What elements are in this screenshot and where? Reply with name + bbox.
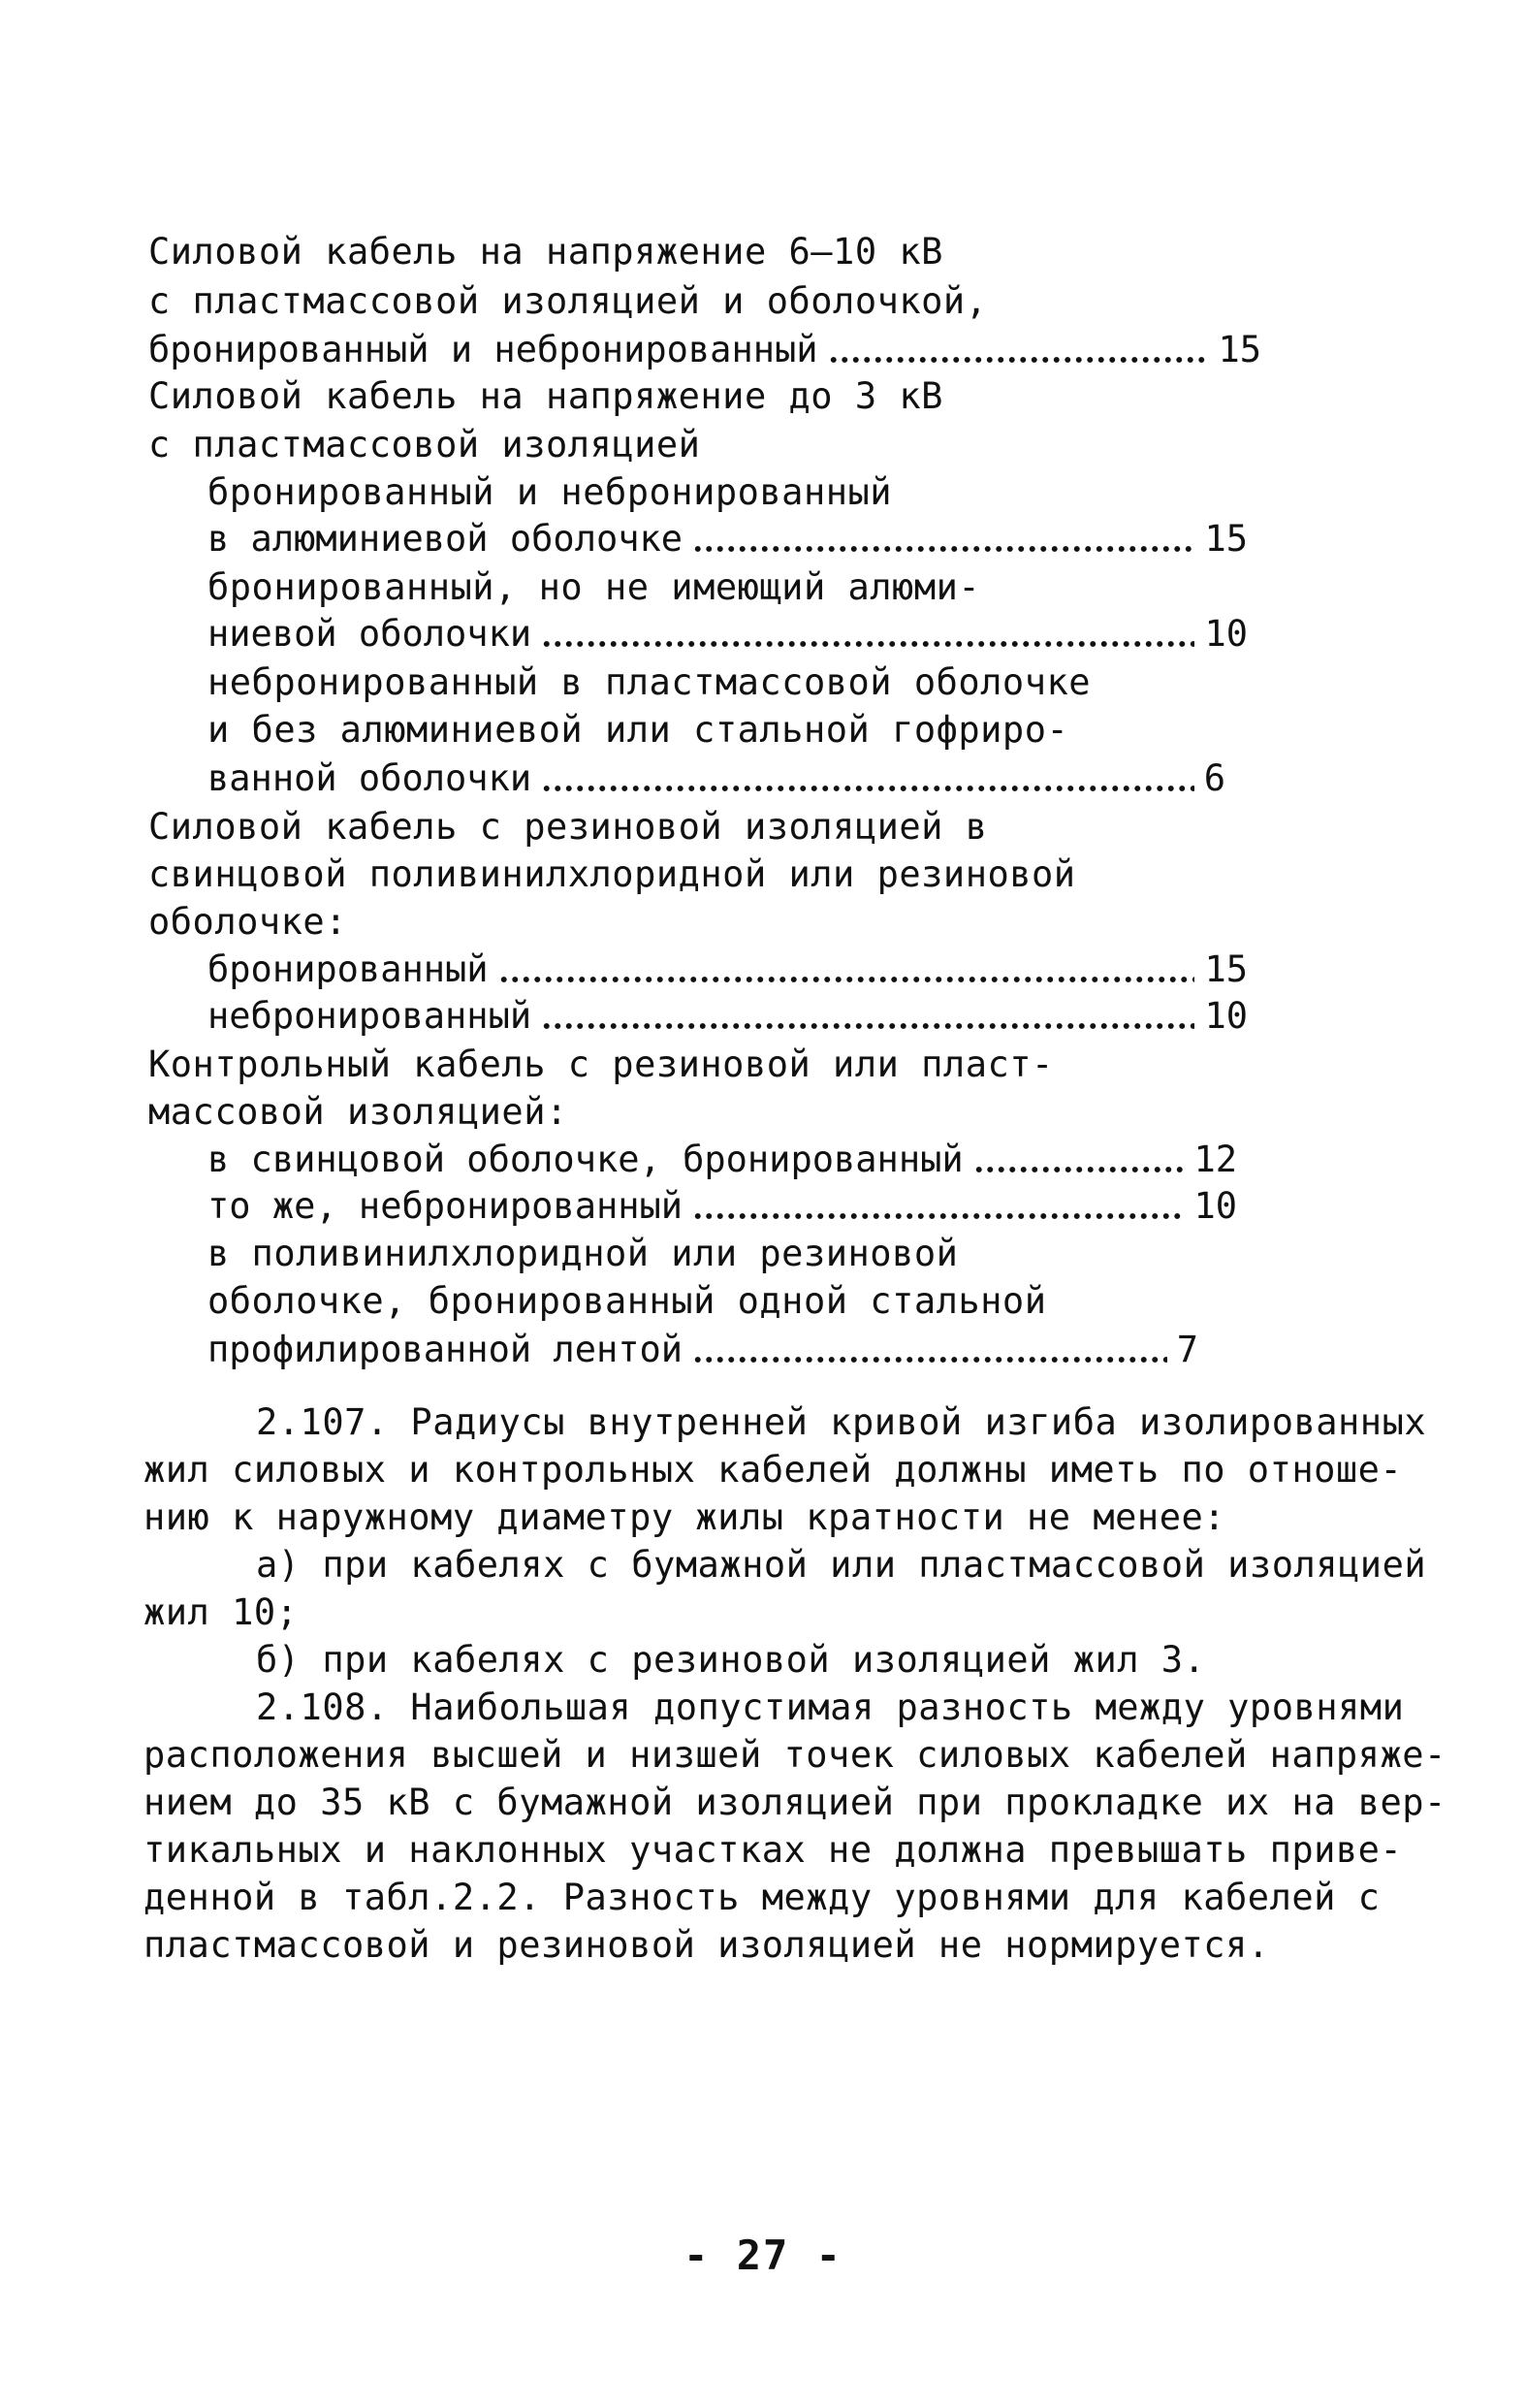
- list-entry: [207, 611, 1248, 658]
- list-entry: [207, 1137, 1237, 1183]
- list-entry: [207, 516, 1248, 562]
- list-entry-label: в алюминиевой оболочке: [207, 518, 684, 560]
- list-line: Силовой кабель на напряжение до 3 кВ: [148, 375, 943, 417]
- list-line: небронированный в пластмассовой оболочке: [207, 661, 1092, 703]
- list-entry-value: 6: [1203, 757, 1225, 799]
- list-entry-value: 15: [1204, 948, 1248, 990]
- list-line: в поливинилхлоридной или резиновой: [207, 1233, 959, 1274]
- list-entry: [207, 993, 1248, 1040]
- paragraph-line: б) при кабелях с резиновой изоляцией жил 3.: [256, 1639, 1206, 1681]
- dot-leader: [498, 947, 1195, 993]
- list-line: бронированный, но не имеющий алюми-: [207, 566, 981, 608]
- list-entry: [207, 755, 1225, 802]
- dot-leader: [541, 755, 1194, 802]
- dot-leader: [692, 1183, 1184, 1230]
- list-entry-value: 10: [1193, 1185, 1237, 1227]
- paragraph-line: а) при кабелях с бумажной или пластмассовой изоляцией: [256, 1544, 1427, 1586]
- list-entry-value: 10: [1204, 995, 1248, 1037]
- list-entry: [207, 1183, 1237, 1230]
- list-entry-label: в свинцовой оболочке, бронированный: [207, 1139, 964, 1180]
- dot-leader: [692, 516, 1194, 562]
- list-entry-value: 7: [1176, 1329, 1198, 1370]
- paragraph-line: 2.107. Радиусы внутренней кривой изгиба изолированных: [256, 1401, 1427, 1443]
- list-line: свинцовой поливинилхлоридной или резиновой: [148, 853, 1076, 895]
- list-entry-label: ниевой оболочки: [207, 613, 532, 655]
- list-entry-value: 12: [1193, 1139, 1237, 1180]
- list-entry-label: то же, небронированный: [207, 1185, 684, 1227]
- paragraph-line: нием до 35 кВ с бумажной изоляцией при прокладке их на вер-: [143, 1782, 1447, 1823]
- list-line: и без алюминиевой или стальной гофриро-: [207, 709, 1069, 751]
- page-number: - 27 -: [684, 2231, 842, 2279]
- dot-leader: [828, 327, 1209, 373]
- paragraph-line: 2.108. Наибольшая допустимая разность между уровнями: [256, 1686, 1405, 1728]
- dot-leader: [973, 1137, 1185, 1183]
- list-entry: [207, 1327, 1198, 1373]
- list-entry-label: бронированный: [207, 948, 489, 990]
- list-line: оболочке:: [148, 901, 347, 943]
- list-line: Силовой кабель с резиновой изоляцией в: [148, 806, 988, 848]
- list-line: бронированный и небронированный: [207, 471, 893, 513]
- list-line: с пластмассовой изоляцией: [148, 424, 701, 466]
- dot-leader: [541, 993, 1194, 1040]
- list-entry-label: небронированный: [207, 995, 532, 1037]
- list-line: с пластмассовой изоляцией и оболочкой,: [148, 280, 988, 322]
- paragraph-line: расположения высшей и низшей точек силовых кабелей напряже-: [143, 1734, 1447, 1776]
- list-entry-value: 15: [1218, 329, 1261, 370]
- paragraph-line: нию к наружному диаметру жилы кратности не менее:: [143, 1496, 1226, 1538]
- list-line: массовой изоляцией:: [148, 1091, 568, 1133]
- list-entry: [207, 947, 1248, 993]
- paragraph-line: жил силовых и контрольных кабелей должны иметь по отноше-: [143, 1449, 1403, 1491]
- dot-leader: [692, 1327, 1167, 1373]
- list-entry-label: бронированный и небронированный: [148, 329, 818, 370]
- list-line: Контрольный кабель с резиновой или пласт-: [148, 1043, 1054, 1085]
- paragraph-line: пластмассовой и резиновой изоляцией не нормируется.: [143, 1924, 1270, 1966]
- list-entry-value: 10: [1204, 613, 1248, 655]
- list-line: Силовой кабель на напряжение 6–10 кВ: [148, 231, 943, 273]
- list-entry-label: профилированной лентой: [207, 1329, 684, 1370]
- paragraph-line: жил 10;: [143, 1591, 299, 1633]
- paragraph-line: тикальных и наклонных участках не должна превышать приве-: [143, 1829, 1403, 1871]
- list-entry: [148, 327, 1261, 373]
- dot-leader: [541, 611, 1194, 658]
- list-entry-value: 15: [1204, 518, 1248, 560]
- list-entry-label: ванной оболочки: [207, 757, 532, 799]
- list-line: оболочке, бронированный одной стальной: [207, 1280, 1047, 1322]
- paragraph-line: денной в табл.2.2. Разность между уровнями для кабелей с: [143, 1877, 1381, 1918]
